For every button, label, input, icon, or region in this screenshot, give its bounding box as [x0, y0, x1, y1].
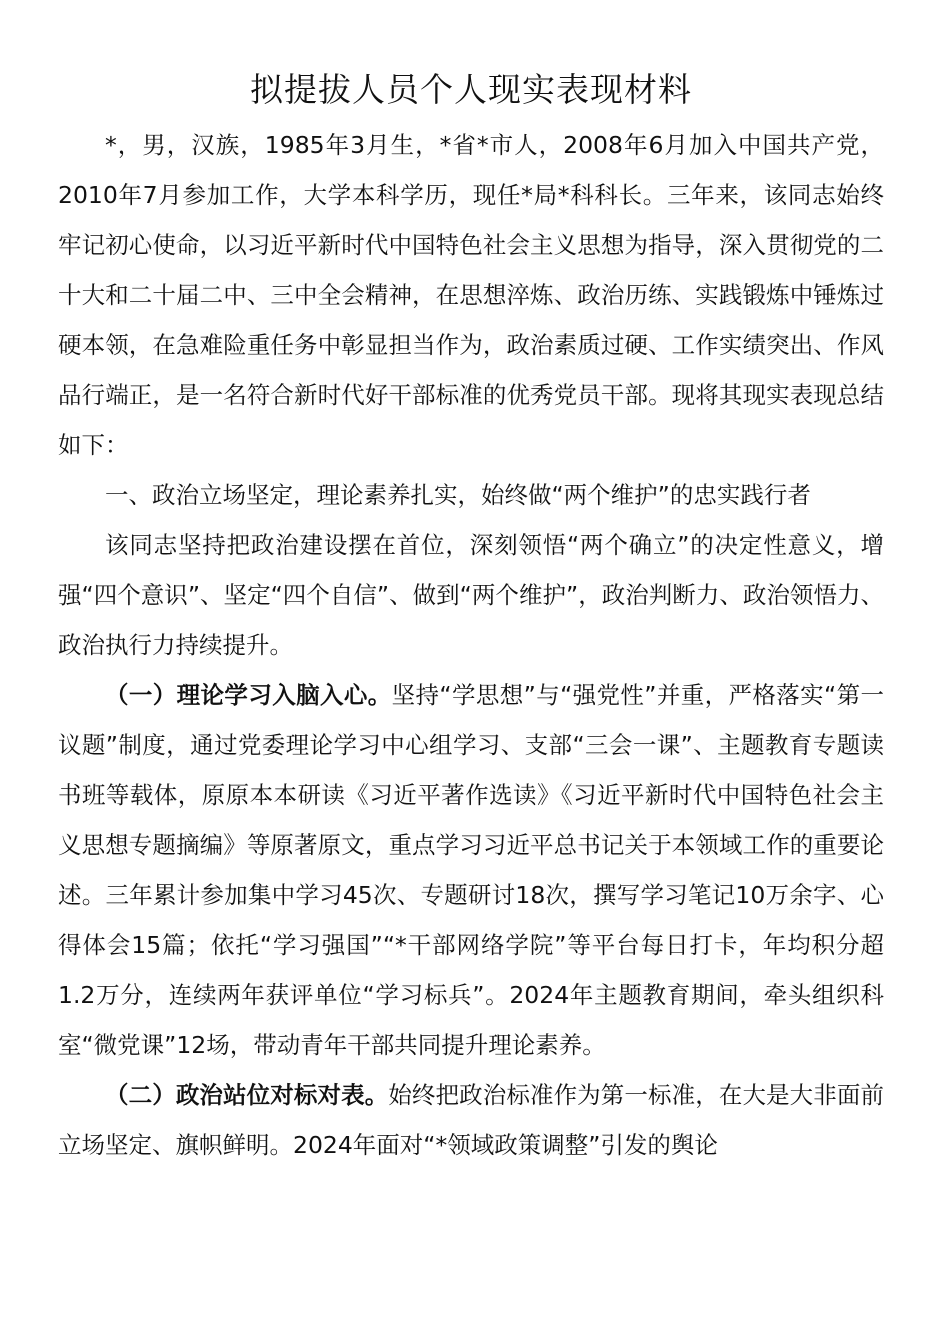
paragraph-text: *，男，汉族，1985年3月生，*省*市人，2008年6月加入中国共产党，2010年7月参加工作，大学本科学历，现任*局*科科长。三年来，该同志始终牢记初心使命，以习近平新时代中国特色社会主义思想为指导，深入贯彻党的二十大和二十届二中、三中全会精神，在思想淬炼、政治历练、实践锻炼中锤炼过硬本领，在急难险重任务中彰显担当作为，政治素质过硬、工作实绩突出、作风品行端正，是一名符合新时代好干部标准的优秀党员干部。现将其现实表现总结如下： — [58, 131, 884, 459]
paragraph-text: 该同志坚持把政治建设摆在首位，深刻领悟“两个确立”的决定性意义，增强“四个意识”、坚定“四个自信”、做到“两个维护”，政治判断力、政治领悟力、政治执行力持续提升。 — [58, 531, 884, 659]
subsection-heading: （二）政治站位对标对表。 — [105, 1081, 389, 1109]
document-title: 拟提拔人员个人现实表现材料 — [250, 70, 692, 109]
paragraph-text: 一、政治立场坚定，理论素养扎实，始终做“两个维护”的忠实践行者 — [105, 481, 811, 509]
section-1-paragraph — [58, 520, 884, 670]
subsection-heading: （一）理论学习入脑入心。 — [105, 681, 392, 709]
intro-paragraph — [58, 120, 884, 470]
subsection-1-paragraph — [58, 670, 884, 1070]
paragraph-text: 始终把政治标准作为第一标准，在大是大非面前立场坚定、旗帜鲜明。2024年面对“*领域政策调整”引发的舆论 — [58, 1081, 884, 1159]
paragraph-text: 坚持“学思想”与“强党性”并重，严格落实“第一议题”制度，通过党委理论学习中心组学习、支部“三会一课”、主题教育专题读书班等载体，原原本本研读《习近平著作选读》《习近平新时代中国特色社会主义思想专题摘编》等原著原文，重点学习习近平总书记关于本领域工作的重要论述。三年累计参加集中学习45次、专题研讨18次，撰写学习笔记10万余字、心得体会15篇；依托“学习强国”“*干部网络学院”等平台每日打卡，年均积分超1.2万分，连续两年获评单位“学习标兵”。2024年主题教育期间，牵头组织科室“微党课”12场，带动青年干部共同提升理论素养。 — [58, 681, 885, 1059]
document-page — [58, 60, 884, 1170]
subsection-2-paragraph — [58, 1070, 884, 1170]
section-heading-1 — [58, 470, 884, 520]
